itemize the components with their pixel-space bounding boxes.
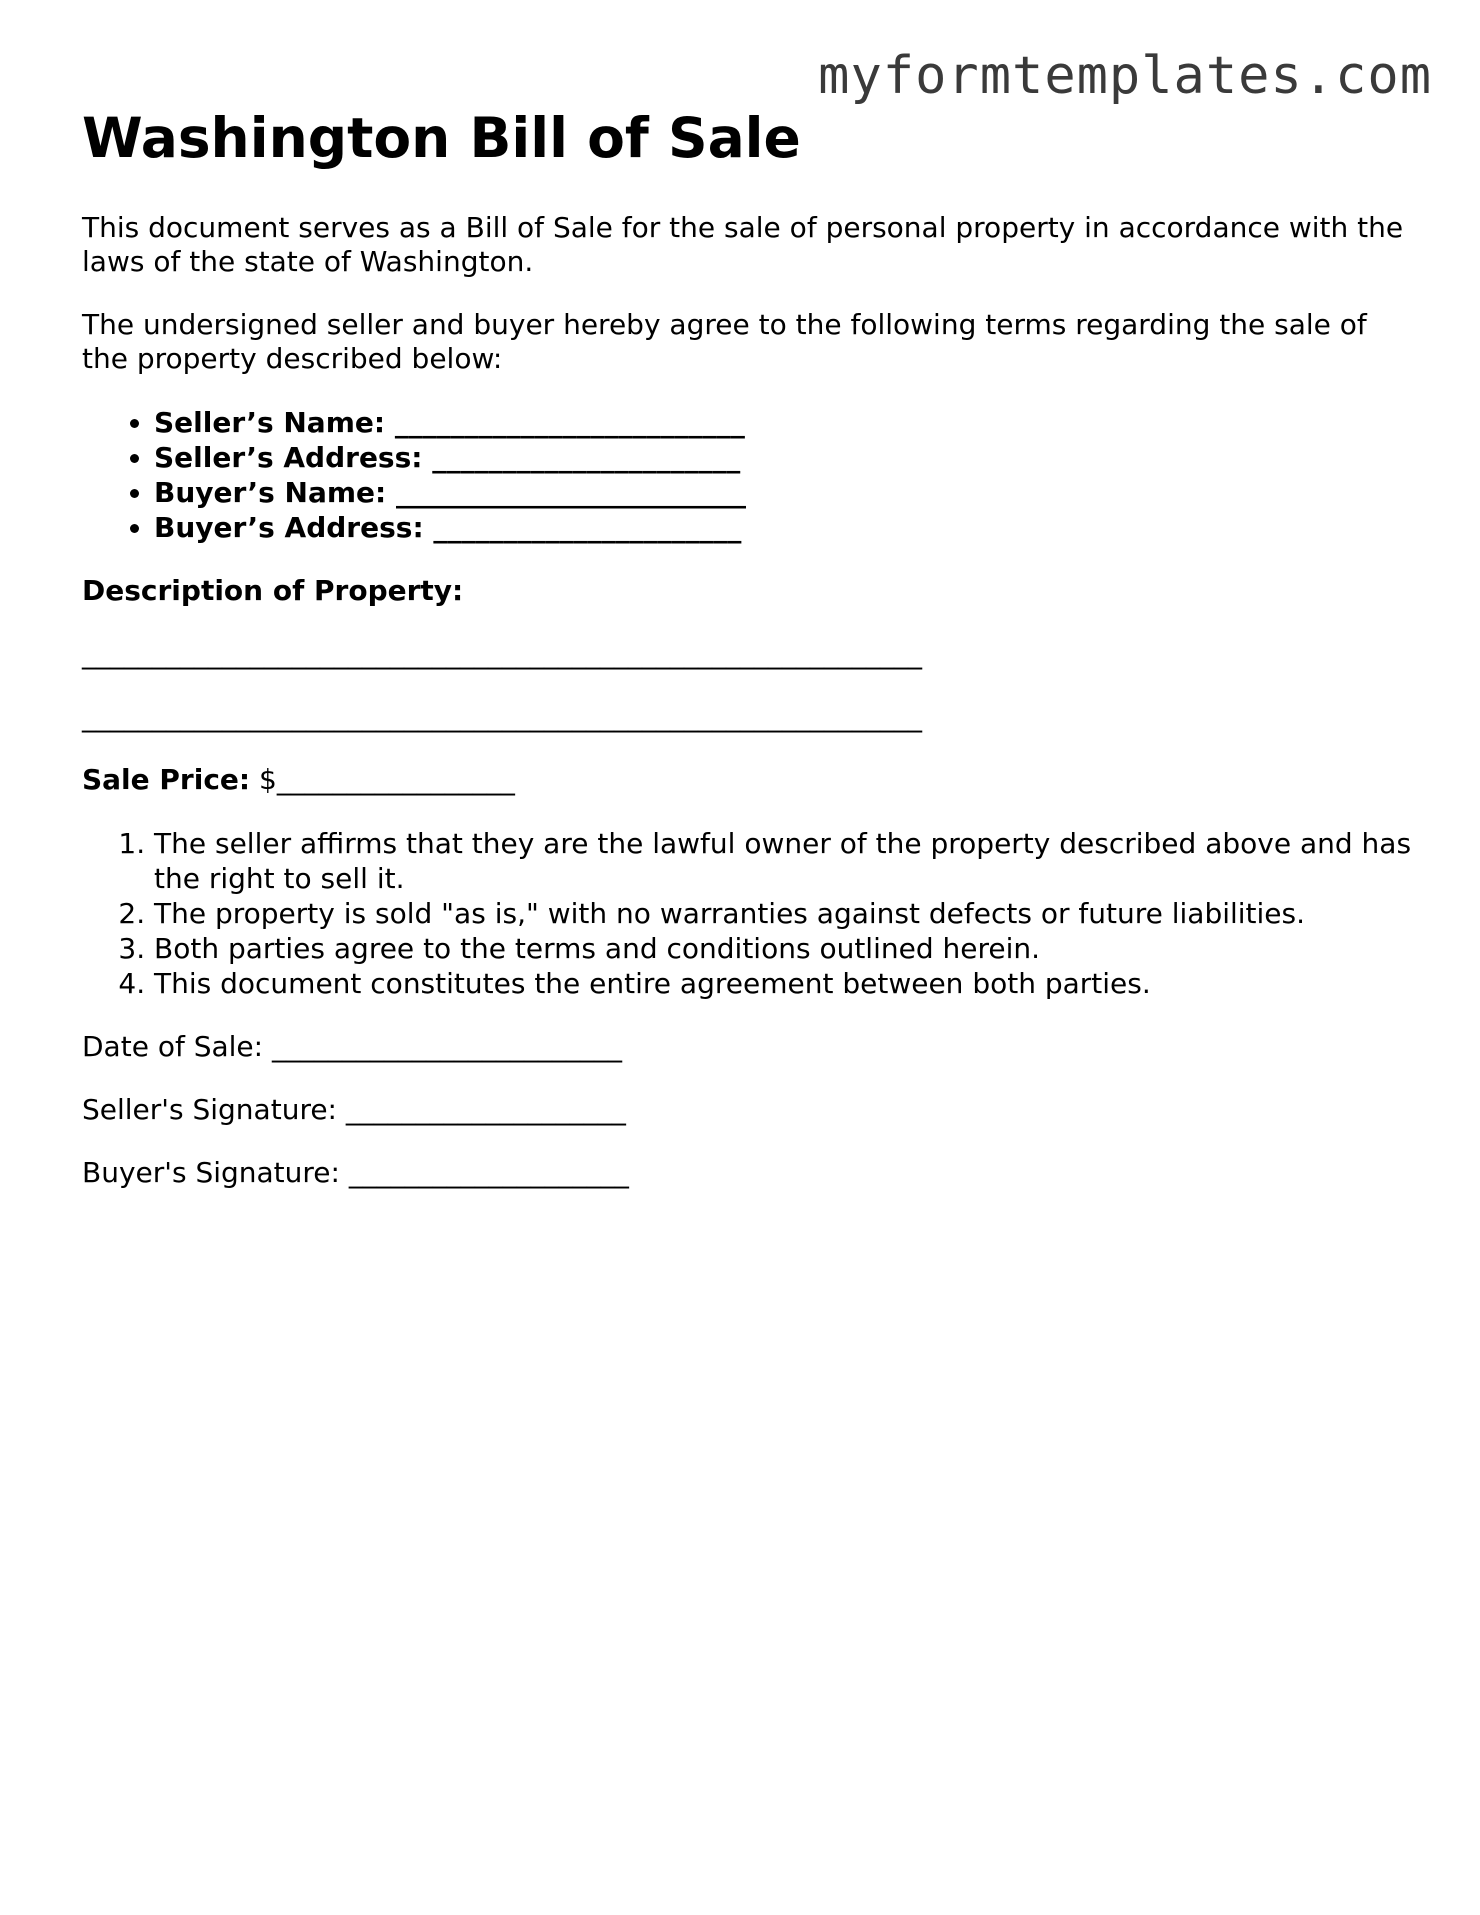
list-item: [154, 440, 1412, 475]
buyer-address-blank: ______________________: [433, 511, 742, 544]
buyer-name-label: Buyer’s Name:: [154, 476, 387, 509]
list-item: 1. The seller affirms that they are the lawful owner of the property described above and has the right to sell it.: [154, 826, 1412, 896]
seller-address-blank: ______________________: [432, 441, 741, 474]
buyer-address-label: Buyer’s Address:: [154, 511, 424, 544]
sale-price-blank: $_________________: [259, 763, 515, 796]
description-heading: Description of Property:: [82, 574, 464, 607]
bill-of-sale-document: [82, 105, 1412, 1219]
seller-address-label: Seller’s Address:: [154, 441, 423, 474]
list-item: [154, 405, 1412, 440]
intro-paragraph: This document serves as a Bill of Sale for the sale of personal property in accordance with the laws of the state of Washington.: [82, 211, 1404, 278]
sale-price-field: [82, 763, 1412, 797]
buyer-signature-field: Buyer's Signature: ____________________: [82, 1156, 629, 1189]
list-item: 4. This document constitutes the entire agreement between both parties.: [154, 966, 1412, 1001]
seller-name-label: Seller’s Name:: [154, 406, 386, 439]
date-of-sale-field: Date of Sale: _________________________: [82, 1030, 622, 1063]
sale-price-label: Sale Price:: [82, 763, 251, 796]
document-title: Washington Bill of Sale: [82, 106, 801, 170]
list-item: [154, 475, 1412, 510]
seller-signature-field: Seller's Signature: ____________________: [82, 1093, 626, 1126]
seller-name-blank: _________________________: [394, 406, 745, 439]
list-item: 2. The property is sold "as is," with no warranties against defects or future liabilities.: [154, 896, 1412, 931]
list-item: 3. Both parties agree to the terms and conditions outlined herein.: [154, 931, 1412, 966]
agreement-paragraph: The undersigned seller and buyer hereby agree to the following terms regarding the sale of the property described below:: [82, 308, 1367, 375]
site-watermark: myformtemplates.com: [818, 46, 1432, 106]
buyer-name-blank: _________________________: [396, 476, 746, 509]
description-line-1: ____________________________________________________________: [82, 637, 922, 670]
terms-list: [82, 826, 1412, 1001]
description-line-2: ____________________________________________________________: [82, 700, 922, 733]
list-item: [154, 510, 1412, 545]
parties-list: [82, 405, 1412, 545]
